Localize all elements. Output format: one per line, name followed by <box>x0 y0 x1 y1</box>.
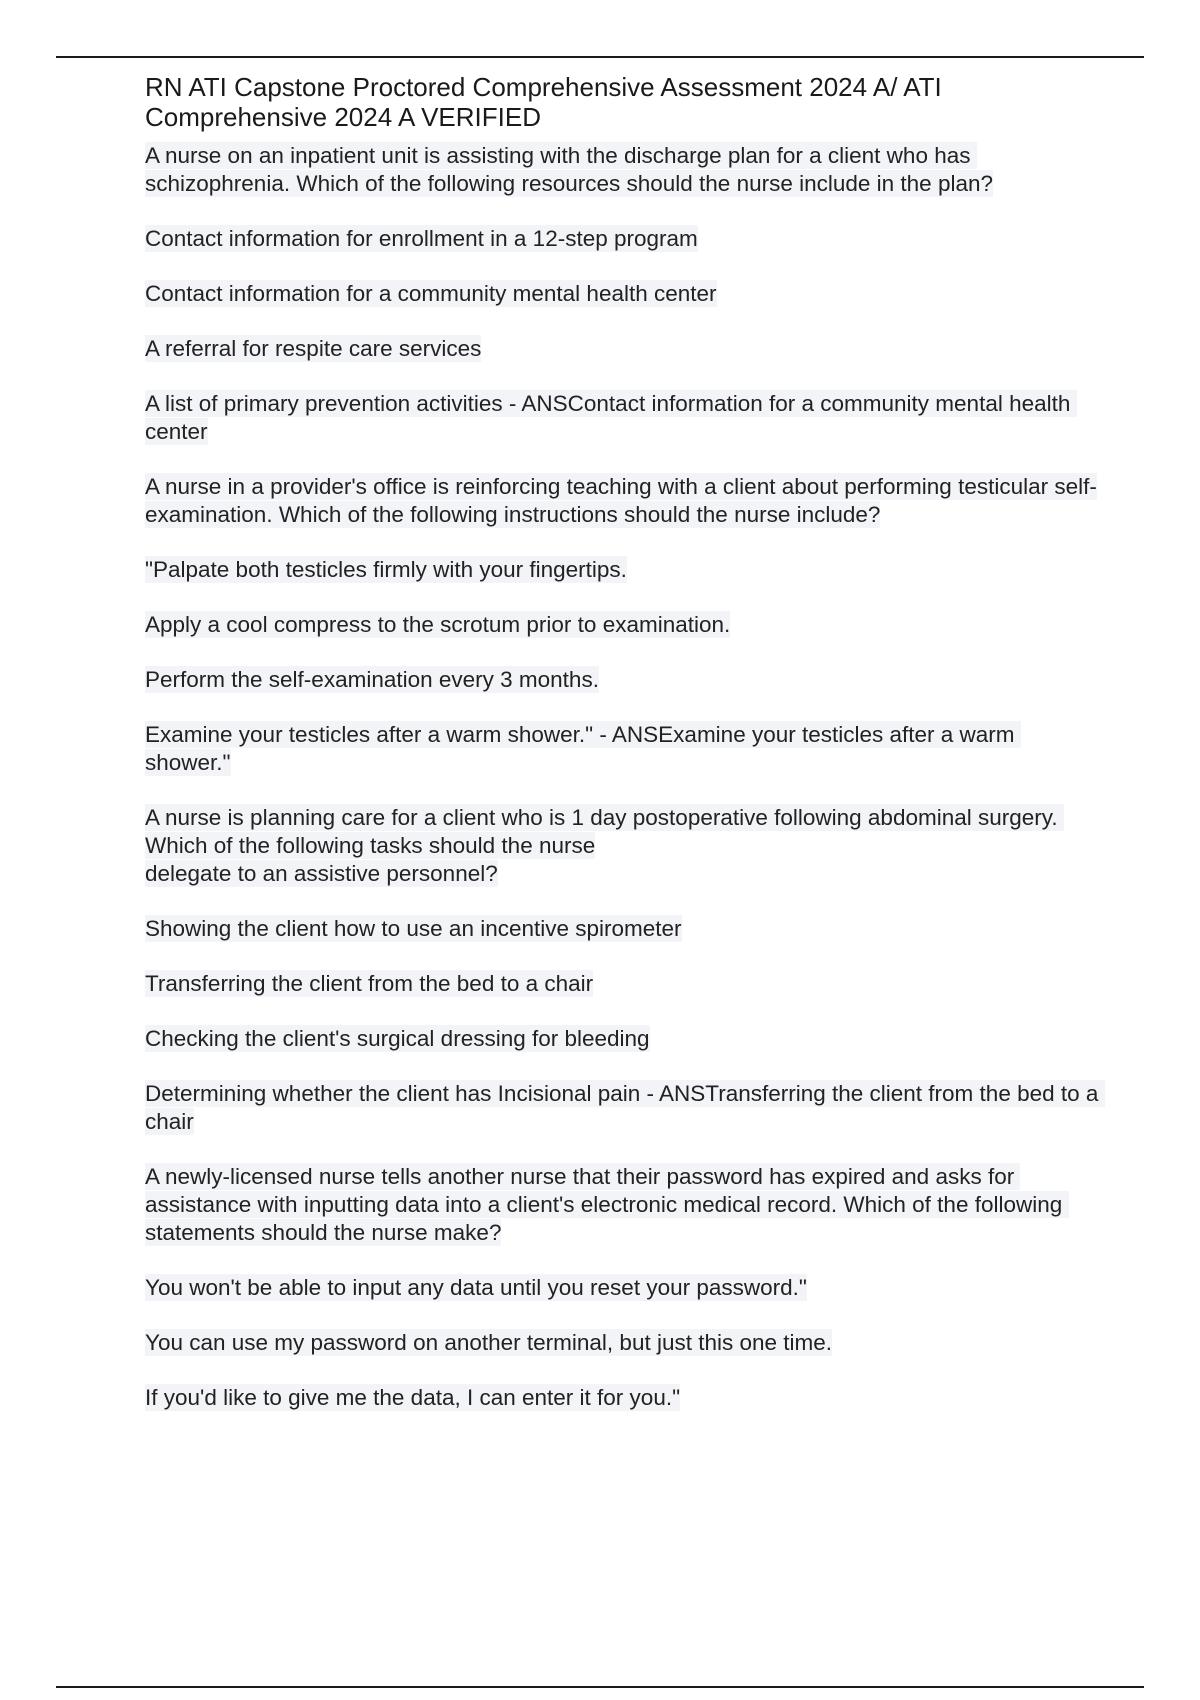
q1-option-1-text: Contact information for enrollment in a 12-step program <box>145 226 698 251</box>
q3-option-4-answer-text: Determining whether the client has Incisional pain - ANSTransferring the client from the bed to a chair <box>145 1081 1105 1134</box>
q1-option-4-answer-text: A list of primary prevention activities - ANSContact information for a community mental health center <box>145 391 1077 444</box>
q3-option-3 <box>145 1025 1105 1053</box>
q3-option-1-text: Showing the client how to use an incentive spirometer <box>145 916 682 941</box>
document-title: RN ATI Capstone Proctored Comprehensive Assessment 2024 A/ ATI Comprehensive 2024 A VERIFIED <box>145 72 942 132</box>
q1-option-2-text: Contact information for a community mental health center <box>145 281 717 306</box>
q1-option-2 <box>145 280 1105 308</box>
question-1-text: A nurse on an inpatient unit is assisting with the discharge plan for a client who has schizophrenia. Which of the following resources should the nurse include in the plan? <box>145 143 994 196</box>
q2-option-2-text: Apply a cool compress to the scrotum prior to examination. <box>145 612 731 637</box>
q1-option-4-answer <box>145 390 1105 446</box>
q4-option-2 <box>145 1329 1105 1357</box>
question-2-text: A nurse in a provider's office is reinforcing teaching with a client about performing testicular self-examination. Which of the following instructions should the nurse include? <box>145 474 1097 527</box>
question-3 <box>145 804 1105 888</box>
q3-option-4-answer <box>145 1080 1105 1136</box>
q4-option-2-text: You can use my password on another terminal, but just this one time. <box>145 1330 833 1355</box>
q2-option-3 <box>145 666 1105 694</box>
q2-option-3-text: Perform the self-examination every 3 months. <box>145 667 599 692</box>
q1-option-1 <box>145 225 1105 253</box>
q2-option-1-text: "Palpate both testicles firmly with your fingertips. <box>145 557 627 582</box>
question-4-text: A newly-licensed nurse tells another nurse that their password has expired and asks for assistance with inputting data into a client's electronic medical record. Which of the following statements should the nurse make? <box>145 1164 1069 1245</box>
q3-option-3-text: Checking the client's surgical dressing for bleeding <box>145 1026 650 1051</box>
q2-option-4-answer-text: Examine your testicles after a warm shower." - ANSExamine your testicles after a warm shower." <box>145 722 1021 775</box>
q2-option-4-answer <box>145 721 1105 777</box>
question-1 <box>145 142 1105 198</box>
q3-option-2 <box>145 970 1105 998</box>
question-3-text: A nurse is planning care for a client who is 1 day postoperative following abdominal surgery. Which of the following tasks should the nurse delegate to an assistive personnel? <box>145 804 1064 887</box>
document-body <box>145 72 1105 1439</box>
bottom-rule <box>56 1686 1144 1688</box>
q4-option-1 <box>145 1274 1105 1302</box>
q2-option-1 <box>145 556 1105 584</box>
question-4 <box>145 1163 1105 1247</box>
top-rule <box>56 56 1144 58</box>
q3-option-1 <box>145 915 1105 943</box>
q4-option-3-text: If you'd like to give me the data, I can enter it for you." <box>145 1385 681 1410</box>
q2-option-2 <box>145 611 1105 639</box>
q4-option-3 <box>145 1384 1105 1412</box>
q1-option-3-text: A referral for respite care services <box>145 336 482 361</box>
q4-option-1-text: You won't be able to input any data until you reset your password." <box>145 1275 807 1300</box>
q1-option-3 <box>145 335 1105 363</box>
question-2 <box>145 473 1105 529</box>
q3-option-2-text: Transferring the client from the bed to a chair <box>145 971 594 996</box>
